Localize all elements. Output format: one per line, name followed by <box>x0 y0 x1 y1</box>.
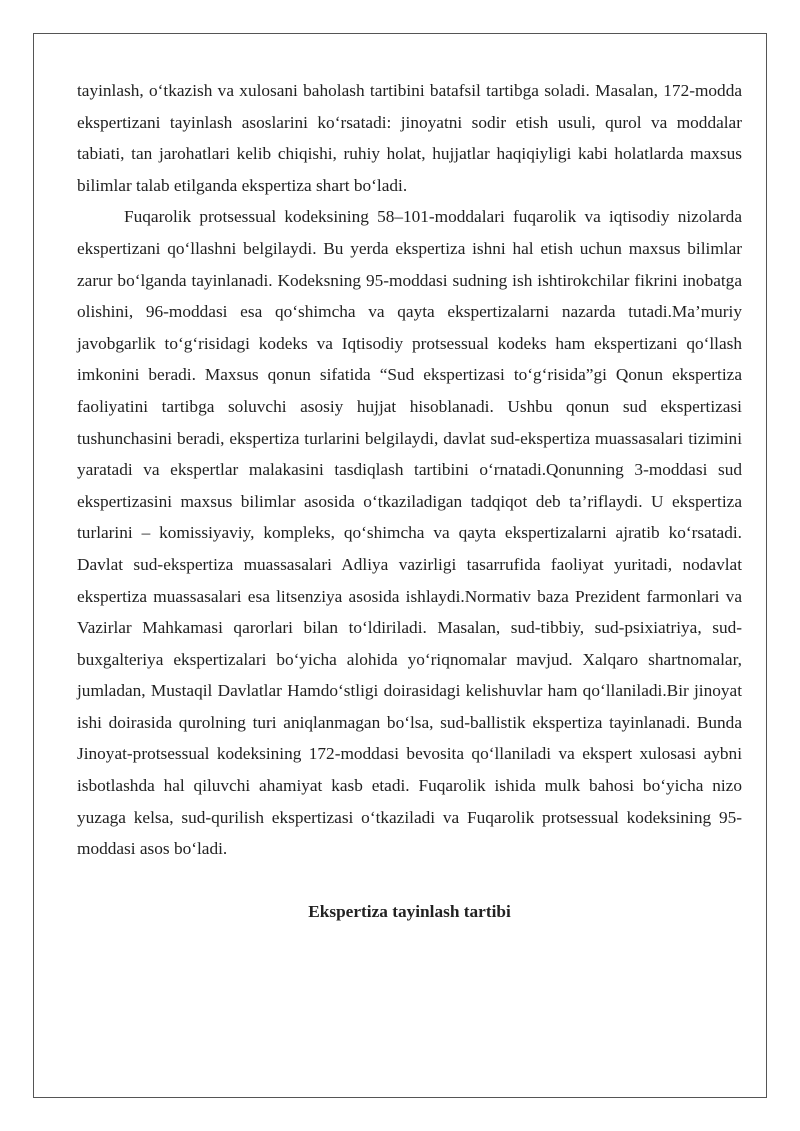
section-heading: Ekspertiza tayinlash tartibi <box>308 902 511 922</box>
paragraph-continuation: tayinlash, o‘tkazish va xulosani baholash tartibini batafsil tartibga soladi. Masalan, 172-modda ekspertizani tayinlash asoslarini ko‘rsatadi: jinoyatni sodir etish usuli, qurol va moddalar tabiati, tan jarohatlari kelib chiqishi, ruhiy holat, hujjatlar haqiqiyligi kabi holatlarda maxsus bilimlar talab etilganda ekspertiza shart bo‘ladi. <box>77 81 742 195</box>
blank-line <box>77 865 742 897</box>
paragraph-legal-framework: Fuqarolik protsessual kodeksining 58–101-moddalari fuqarolik va iqtisodiy nizolarda ekspertizani qo‘llashni belgilaydi. Bu yerda ekspertiza ishni hal etish uchun maxsus bilimlar zarur bo‘lganda tayinlanadi. Kodeksning 95-moddasi sudning ish ishtirokchilar fikrini inobatga olishini, 96-moddasi esa qo‘shimcha va qayta ekspertizalarni nazarda tutadi.Ma’muriy javobgarlik to‘g‘risidagi kodeks va Iqtisodiy protsessual kodeks ham ekspertizani qo‘llash imkonini beradi. Maxsus qonun sifatida “Sud ekspertizasi to‘g‘risida”gi Qonun ekspertiza faoliyatini tartibga soluvchi asosiy hujjat hisoblanadi. Ushbu qonun sud ekspertizasi tushunchasini beradi, ekspertiza turlarini belgilaydi, davlat sud-ekspertiza muassasalari tizimini yaratadi va ekspertlar malakasini tasdiqlash tartibini o‘rnatadi.Qonunning 3-moddasi sud ekspertizasini maxsus bilimlar asosida o‘tkaziladigan tadqiqot deb ta’riflaydi. U ekspertiza turlarini – komissiyaviy, kompleks, qo‘shimcha va qayta ekspertizalarni ajratib ko‘rsatadi. Davlat sud-ekspertiza muassasalari Adliya vazirligi tasarrufida faoliyat yuritadi, nodavlat ekspertiza muassasalari esa litsenziya asosida ishlaydi.Normativ baza Prezident farmonlari va Vazirlar Mahkamasi qarorlari bilan to‘ldiriladi. Masalan, sud-tibbiy, sud-psixiatriya, sud-buxgalteriya ekspertizalari bo‘yicha alohida yo‘riqnomalar mavjud. Xalqaro shartnomalar, jumladan, Mustaqil Davlatlar Hamdo‘stligi doirasidagi kelishuvlar ham qo‘llaniladi.Bir jinoyat ishi doirasida qurolning turi aniqlanmagan bo‘lsa, sud-ballistik ekspertiza tayinlanadi. Bunda Jinoyat-protsessual kodeksining 172-moddasi bevosita qo‘llaniladi va ekspert xulosasi aybni isbotlashda hal qiluvchi ahamiyat kasb etadi. Fuqarolik ishida mulk bahosi bo‘yicha nizo yuzaga kelsa, sud-qurilish ekspertizasi o‘tkaziladi va Fuqarolik protsessual kodeksining 95-moddasi asos bo‘ladi. <box>77 207 742 859</box>
document-body <box>77 75 742 928</box>
